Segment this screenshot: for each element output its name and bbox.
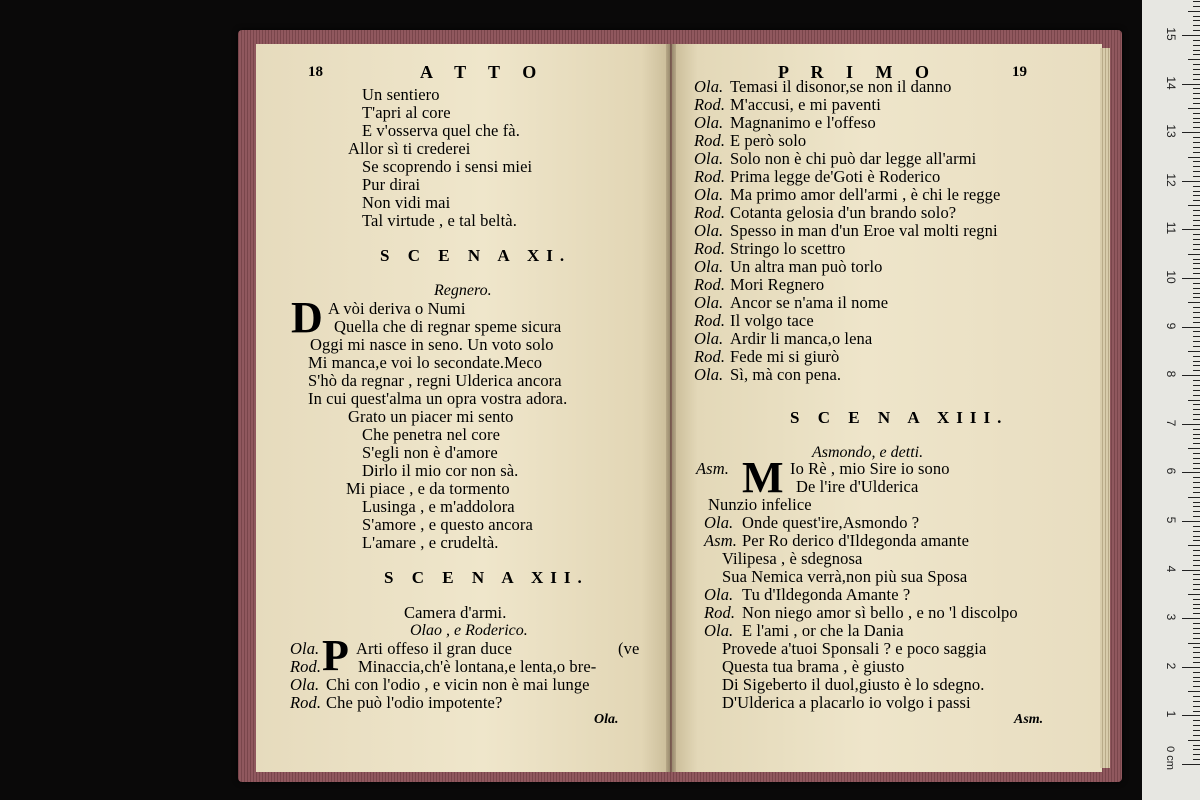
ruler-tick xyxy=(1193,317,1200,318)
ruler-tick xyxy=(1193,560,1200,561)
verse-line: T'apri al core xyxy=(362,103,451,122)
ruler-tick xyxy=(1193,64,1200,65)
ruler-tick xyxy=(1182,715,1200,716)
dialogue-line: Prima legge de'Goti è Roderico xyxy=(730,167,941,186)
ruler-tick xyxy=(1193,365,1200,366)
ruler-tick xyxy=(1182,132,1200,133)
ruler-number: 4 xyxy=(1164,565,1178,572)
dialogue-line: Solo non è chi può dar legge all'armi xyxy=(730,149,977,168)
ruler-tick xyxy=(1193,263,1200,264)
speaker-tag: Rod. xyxy=(694,95,726,114)
ruler-tick xyxy=(1193,477,1200,478)
dialogue-line: Io Rè , mio Sire io sono xyxy=(790,459,950,478)
measurement-ruler xyxy=(1142,0,1200,800)
ruler-number: 3 xyxy=(1164,613,1178,621)
ruler-tick xyxy=(1193,6,1200,7)
dialogue-line: Onde quest'ire,Asmondo ? xyxy=(742,513,920,532)
ruler-tick xyxy=(1193,526,1200,527)
dialogue-line: Stringo lo scettro xyxy=(730,239,846,258)
dialogue-line-tail: (ve xyxy=(618,639,640,658)
ruler-tick xyxy=(1193,623,1200,624)
speaker-tag: Rod. xyxy=(694,347,726,366)
ruler-number: 10 xyxy=(1164,270,1178,284)
drop-cap-d: D xyxy=(291,293,323,342)
dialogue-line: D'Ulderica a placarlo io volgo i passi xyxy=(722,693,971,712)
dialogue-line: Chi con l'odio , e vicin non è mai lunge xyxy=(326,675,590,694)
speaker-tag: Ola. xyxy=(694,221,724,240)
ruler-tick xyxy=(1188,400,1200,401)
ruler-tick xyxy=(1193,113,1200,114)
ruler-tick xyxy=(1182,229,1200,230)
right-catchword: Asm. xyxy=(1014,712,1044,727)
ruler-tick xyxy=(1193,161,1200,162)
ruler-tick xyxy=(1193,657,1200,658)
verse-line: Mi piace , e da tormento xyxy=(346,479,510,498)
ruler-tick xyxy=(1193,628,1200,629)
speaker-tag: Rod. xyxy=(694,311,726,330)
ruler-number: 12 xyxy=(1164,173,1178,187)
ruler-tick xyxy=(1193,200,1200,201)
ruler-tick xyxy=(1193,220,1200,221)
ruler-tick xyxy=(1193,492,1200,493)
dialogue-line: Nunzio infelice xyxy=(708,495,812,514)
ruler-tick xyxy=(1182,667,1200,668)
dialogue-line: Fede mi si giurò xyxy=(730,347,840,366)
ruler-tick xyxy=(1193,25,1200,26)
ruler-tick xyxy=(1193,696,1200,697)
ruler-tick xyxy=(1193,191,1200,192)
dialogue-line: Ancor se n'ama il nome xyxy=(730,293,889,312)
ruler-tick xyxy=(1193,186,1200,187)
ruler-tick xyxy=(1193,638,1200,639)
scene-xii-heading: S C E N A XII. xyxy=(384,568,589,587)
ruler-tick xyxy=(1193,288,1200,289)
verse-line: A vòi deriva o Numi xyxy=(328,299,466,318)
ruler-tick xyxy=(1182,570,1200,571)
ruler-number: 14 xyxy=(1164,75,1178,90)
ruler-tick xyxy=(1193,122,1200,123)
speaker-tag: Rod. xyxy=(694,239,726,258)
ruler-tick xyxy=(1182,764,1200,765)
scene-xii-characters: Olao , e Roderico. xyxy=(410,622,528,639)
drop-cap-m: M xyxy=(742,453,784,502)
dialogue-line: Temasi il disonor,se non il danno xyxy=(730,77,952,96)
ruler-tick xyxy=(1193,759,1200,760)
ruler-tick xyxy=(1182,278,1200,279)
dialogue-line: Vilipesa , è sdegnosa xyxy=(722,549,863,568)
dialogue-line: Mori Regnero xyxy=(730,275,825,294)
ruler-tick xyxy=(1193,215,1200,216)
dialogue-line: Che può l'odio impotente? xyxy=(326,693,503,712)
ruler-tick xyxy=(1193,331,1200,332)
ruler-tick xyxy=(1193,608,1200,609)
left-catchword: Ola. xyxy=(594,712,619,727)
speaker-tag: Rod. xyxy=(704,603,736,622)
ruler-tick xyxy=(1193,502,1200,503)
ruler-tick xyxy=(1193,127,1200,128)
ruler-tick xyxy=(1193,579,1200,580)
ruler-tick xyxy=(1193,662,1200,663)
ruler-tick xyxy=(1193,171,1200,172)
ruler-tick xyxy=(1193,409,1200,410)
dialogue-line: Questa tua brama , è giusto xyxy=(722,657,905,676)
dialogue-line: Un altra man può torlo xyxy=(730,257,883,276)
ruler-tick xyxy=(1193,443,1200,444)
speaker-tag: Ola. xyxy=(694,77,724,96)
scene-xiii-heading: S C E N A XIII. xyxy=(790,408,1009,427)
speaker-tag: Ola. xyxy=(694,329,724,348)
ruler-tick xyxy=(1193,93,1200,94)
speaker-tag: Rod. xyxy=(694,167,726,186)
verse-line: Un sentiero xyxy=(362,85,440,104)
speaker-tag: Rod. xyxy=(694,275,726,294)
ruler-tick xyxy=(1193,147,1200,148)
ruler-number: 8 xyxy=(1164,370,1178,378)
verse-line: Allor sì ti crederei xyxy=(348,139,471,158)
ruler-tick xyxy=(1193,45,1200,46)
verse-line: S'egli non è d'amore xyxy=(362,443,498,462)
right-running-head: P R I M O xyxy=(778,62,938,82)
dialogue-line: Spesso in man d'un Eroe val molti regni xyxy=(730,221,998,240)
speaker-tag: Asm. xyxy=(704,531,737,550)
ruler-tick xyxy=(1193,356,1200,357)
ruler-tick xyxy=(1193,293,1200,294)
verse-line: Dirlo il mio cor non sà. xyxy=(362,461,519,480)
ruler-tick xyxy=(1193,701,1200,702)
scene-xi-heading: S C E N A XI. xyxy=(380,246,572,265)
ruler-tick xyxy=(1182,84,1200,85)
ruler-tick xyxy=(1193,725,1200,726)
left-running-head: A T T O xyxy=(420,62,546,82)
ruler-tick xyxy=(1193,259,1200,260)
ruler-tick xyxy=(1182,327,1200,328)
verse-line: Tal virtude , e tal beltà. xyxy=(362,211,517,230)
ruler-tick xyxy=(1193,681,1200,682)
ruler-tick xyxy=(1193,584,1200,585)
ruler-tick xyxy=(1193,249,1200,250)
ruler-tick xyxy=(1193,166,1200,167)
ruler-tick xyxy=(1193,604,1200,605)
ruler-tick xyxy=(1193,54,1200,55)
speaker-tag: Ola. xyxy=(704,621,734,640)
ruler-tick xyxy=(1193,244,1200,245)
ruler-tick xyxy=(1193,613,1200,614)
ruler-tick xyxy=(1188,545,1200,546)
ruler-tick xyxy=(1193,633,1200,634)
ruler-tick xyxy=(1193,438,1200,439)
ruler-tick xyxy=(1193,361,1200,362)
ruler-number: 7 xyxy=(1164,419,1178,427)
ruler-tick xyxy=(1193,385,1200,386)
verse-line: E v'osserva quel che fà. xyxy=(362,121,520,140)
speaker-tag: Ola. xyxy=(694,257,724,276)
ruler-tick xyxy=(1188,448,1200,449)
ruler-tick xyxy=(1193,414,1200,415)
ruler-tick xyxy=(1193,647,1200,648)
ruler-tick xyxy=(1193,749,1200,750)
ruler-tick xyxy=(1193,307,1200,308)
book-gutter xyxy=(666,44,676,772)
speaker-tag: Rod. xyxy=(290,657,322,676)
ruler-tick xyxy=(1193,720,1200,721)
dialogue-line: Ardir li manca,o lena xyxy=(730,329,873,348)
ruler-tick xyxy=(1193,711,1200,712)
ruler-tick xyxy=(1193,118,1200,119)
speaker-tag: Ola. xyxy=(694,185,724,204)
ruler-tick xyxy=(1188,351,1200,352)
ruler-tick xyxy=(1193,322,1200,323)
ruler-tick xyxy=(1193,453,1200,454)
ruler-tick xyxy=(1193,297,1200,298)
ruler-tick xyxy=(1188,254,1200,255)
verse-line: S'amore , e questo ancora xyxy=(362,515,533,534)
ruler-number: 15 xyxy=(1164,27,1178,41)
verse-line: Mi manca,e voi lo secondate.Meco xyxy=(308,353,543,372)
dialogue-line: Ma primo amor dell'armi , è chi le regge xyxy=(730,185,1001,204)
ruler-tick xyxy=(1193,74,1200,75)
ruler-tick xyxy=(1193,468,1200,469)
ruler-tick xyxy=(1193,273,1200,274)
verse-line: Non vidi mai xyxy=(362,193,451,212)
speaker-tag: Ola. xyxy=(290,675,320,694)
ruler-tick xyxy=(1193,1,1200,2)
ruler-tick xyxy=(1193,511,1200,512)
ruler-tick xyxy=(1193,152,1200,153)
speaker-tag: Ola. xyxy=(694,293,724,312)
verse-line: In cui quest'alma un opra vostra adora. xyxy=(308,389,568,408)
page-edges xyxy=(1100,48,1110,768)
ruler-tick xyxy=(1193,735,1200,736)
drop-cap-p: P xyxy=(322,631,349,680)
ruler-tick xyxy=(1182,472,1200,473)
dialogue-line: Il volgo tace xyxy=(730,311,814,330)
ruler-tick xyxy=(1188,497,1200,498)
ruler-tick xyxy=(1193,434,1200,435)
verse-line: Che penetra nel core xyxy=(362,425,501,444)
speaker-tag: Rod. xyxy=(290,693,322,712)
ruler-tick xyxy=(1188,643,1200,644)
ruler-tick xyxy=(1193,482,1200,483)
ruler-tick xyxy=(1193,419,1200,420)
ruler-tick xyxy=(1193,404,1200,405)
ruler-number: 13 xyxy=(1164,124,1178,138)
speaker-tag: Ola. xyxy=(704,585,734,604)
speaker-tag: Ola. xyxy=(694,365,724,384)
ruler-tick xyxy=(1193,79,1200,80)
dialogue-line: Minaccia,ch'è lontana,e lenta,o bre- xyxy=(358,657,597,676)
ruler-tick xyxy=(1193,20,1200,21)
ruler-tick xyxy=(1188,59,1200,60)
speaker-tag: Rod. xyxy=(694,203,726,222)
verse-line: Grato un piacer mi sento xyxy=(348,407,514,426)
ruler-tick xyxy=(1193,283,1200,284)
ruler-tick xyxy=(1193,730,1200,731)
speaker-tag: Ola. xyxy=(694,149,724,168)
ruler-tick xyxy=(1188,302,1200,303)
ruler-tick xyxy=(1193,516,1200,517)
dialogue-line: Magnanimo e l'offeso xyxy=(730,113,876,132)
ruler-tick xyxy=(1193,589,1200,590)
ruler-tick xyxy=(1193,652,1200,653)
dialogue-line: E però solo xyxy=(730,131,807,150)
ruler-tick xyxy=(1182,424,1200,425)
ruler-tick xyxy=(1193,176,1200,177)
verse-line: Se scoprendo i sensi miei xyxy=(362,157,533,176)
ruler-tick xyxy=(1182,181,1200,182)
ruler-tick xyxy=(1193,268,1200,269)
ruler-tick xyxy=(1193,395,1200,396)
ruler-tick xyxy=(1193,341,1200,342)
verse-line: Oggi mi nasce in seno. Un voto solo xyxy=(310,335,554,354)
ruler-tick xyxy=(1188,108,1200,109)
ruler-tick xyxy=(1193,686,1200,687)
ruler-tick xyxy=(1193,50,1200,51)
dialogue-line: Sì, mà con pena. xyxy=(730,365,842,384)
dialogue-line: Per Ro derico d'Ildegonda amante xyxy=(742,531,970,550)
ruler-tick xyxy=(1193,458,1200,459)
ruler-tick xyxy=(1193,137,1200,138)
speaker-tag: Ola. xyxy=(290,639,320,658)
ruler-tick xyxy=(1193,429,1200,430)
speaker-tag: Asm. xyxy=(696,459,729,478)
right-folio: 19 xyxy=(1012,64,1027,80)
ruler-tick xyxy=(1193,103,1200,104)
ruler-tick xyxy=(1193,346,1200,347)
ruler-tick xyxy=(1188,594,1200,595)
ruler-tick xyxy=(1193,677,1200,678)
speaker-tag: Ola. xyxy=(694,113,724,132)
ruler-tick xyxy=(1193,370,1200,371)
verse-line: Lusinga , e m'addolora xyxy=(362,497,515,516)
dialogue-line: M'accusi, e mi paventi xyxy=(730,95,881,114)
verse-line: S'hò da regnar , regni Ulderica ancora xyxy=(308,371,562,390)
ruler-number: 6 xyxy=(1164,468,1178,475)
dialogue-line: Di Sigeberto il duol,giusto è lo sdegno. xyxy=(722,675,985,694)
ruler-number: 11 xyxy=(1164,222,1178,235)
ruler-tick xyxy=(1193,599,1200,600)
ruler-number: 2 xyxy=(1164,662,1178,670)
ruler-number: 5 xyxy=(1164,516,1178,524)
ruler-tick xyxy=(1193,88,1200,89)
dialogue-line: Provede a'tuoi Sponsali ? e poco saggia xyxy=(722,639,987,658)
ruler-tick xyxy=(1182,618,1200,619)
ruler-tick xyxy=(1193,550,1200,551)
dialogue-line: E l'ami , or che la Dania xyxy=(742,621,904,640)
ruler-tick xyxy=(1193,555,1200,556)
ruler-tick xyxy=(1193,745,1200,746)
dialogue-line: Sua Nemica verrà,non più sua Sposa xyxy=(722,567,968,586)
ruler-tick xyxy=(1193,506,1200,507)
verse-line: Quella che di regnar speme sicura xyxy=(334,317,562,336)
ruler-tick xyxy=(1193,487,1200,488)
dialogue-line: De l'ire d'Ulderica xyxy=(796,477,919,496)
ruler-tick xyxy=(1182,35,1200,36)
dialogue-line: Tu d'Ildegonda Amante ? xyxy=(742,585,911,604)
ruler-tick xyxy=(1193,531,1200,532)
ruler-tick xyxy=(1193,380,1200,381)
dialogue-line: Non niego amor sì bello , e no 'l discolpo xyxy=(742,603,1018,622)
ruler-tick xyxy=(1193,40,1200,41)
ruler-tick xyxy=(1193,225,1200,226)
ruler-tick xyxy=(1193,706,1200,707)
speaker-tag: Rod. xyxy=(694,131,726,150)
ruler-tick xyxy=(1193,16,1200,17)
ruler-tick xyxy=(1193,195,1200,196)
ruler-tick xyxy=(1188,157,1200,158)
ruler-tick xyxy=(1193,210,1200,211)
ruler-tick xyxy=(1193,390,1200,391)
ruler-tick xyxy=(1188,11,1200,12)
ruler-tick xyxy=(1188,740,1200,741)
dialogue-line: Arti offeso il gran duce xyxy=(356,639,513,658)
ruler-tick xyxy=(1193,234,1200,235)
ruler-tick xyxy=(1188,205,1200,206)
dialogue-line: Cotanta gelosia d'un brando solo? xyxy=(730,203,957,222)
scene-xii-place: Camera d'armi. xyxy=(404,603,507,622)
ruler-number: 9 xyxy=(1164,322,1178,329)
verse-line: L'amare , e crudeltà. xyxy=(362,533,499,552)
left-folio: 18 xyxy=(308,64,323,80)
ruler-tick xyxy=(1193,754,1200,755)
ruler-tick xyxy=(1193,574,1200,575)
ruler-number: 1 xyxy=(1164,711,1178,718)
ruler-tick xyxy=(1193,672,1200,673)
ruler-tick xyxy=(1193,30,1200,31)
scene-xi-speaker: Regnero. xyxy=(434,282,492,299)
speaker-tag: Ola. xyxy=(704,513,734,532)
ruler-unit-label: 0 cm xyxy=(1163,746,1176,770)
ruler-tick xyxy=(1193,336,1200,337)
ruler-tick xyxy=(1188,691,1200,692)
ruler-tick xyxy=(1193,463,1200,464)
ruler-tick xyxy=(1193,536,1200,537)
ruler-tick xyxy=(1182,521,1200,522)
ruler-tick xyxy=(1182,375,1200,376)
verse-line: Pur dirai xyxy=(362,175,421,194)
ruler-tick xyxy=(1193,142,1200,143)
ruler-tick xyxy=(1193,565,1200,566)
ruler-tick xyxy=(1193,239,1200,240)
scene-xiii-characters: Asmondo, e detti. xyxy=(812,444,924,461)
ruler-tick xyxy=(1193,69,1200,70)
ruler-tick xyxy=(1193,312,1200,313)
ruler-tick xyxy=(1193,98,1200,99)
ruler-tick xyxy=(1193,540,1200,541)
